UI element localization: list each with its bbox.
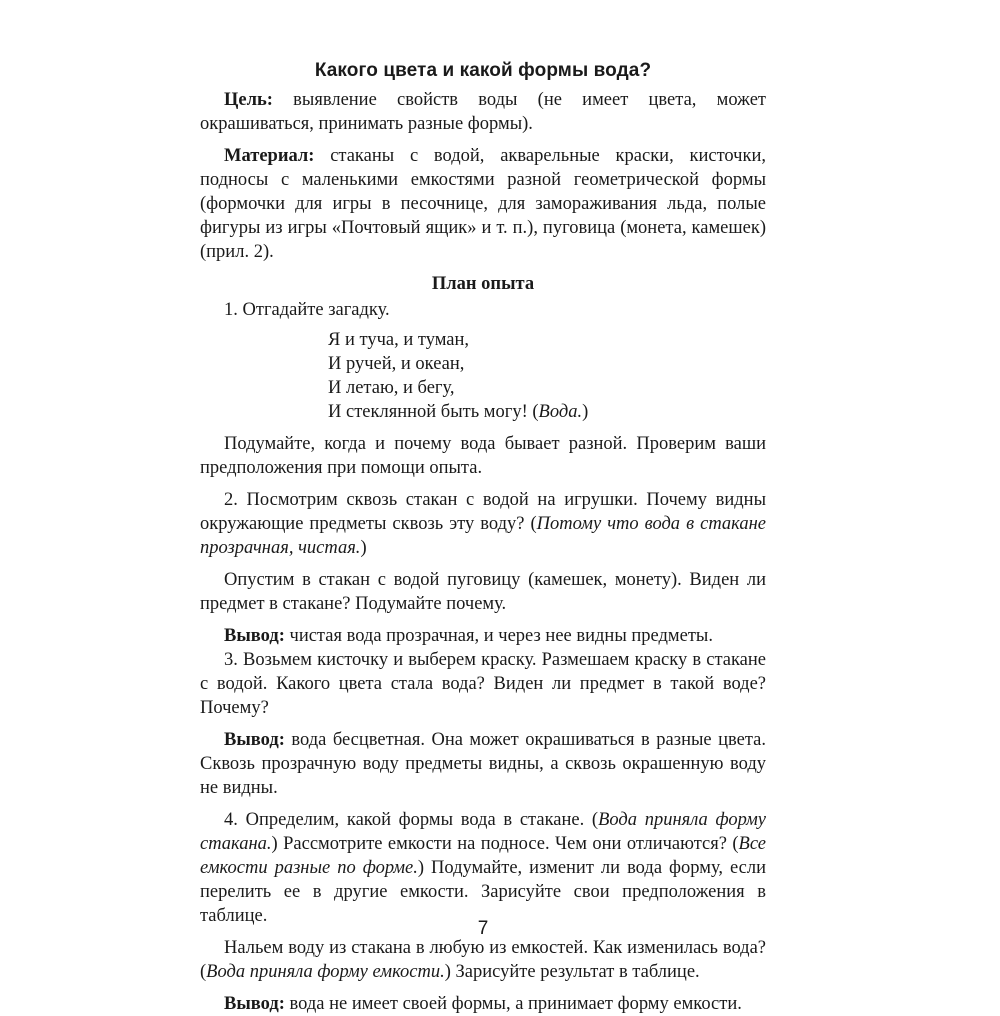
conclusion1-text: чистая вода прозрачная, и через нее видны предметы. — [284, 626, 713, 646]
step2-close: ) — [360, 538, 367, 558]
pour-answer: Вода приняла форму емкости. — [206, 962, 445, 982]
material-text: стаканы с водой, акварельные краски, кисточки, подносы с маленькими емкостями разной геометрической формы (формочки для игры в песочнице, для замораживания льда, полые фигуры из игры «Почтовый ящик» и т. п.), пуговица (монета, камешек) (прил. 2). — [200, 146, 766, 262]
page-number: 7 — [477, 918, 489, 939]
pour-text-1: Нальем воду из стакана в любую из емкостей. Как изменилась вода? ( — [200, 938, 766, 982]
poem-line: И летаю, и бегу, — [328, 378, 455, 398]
step4-text-3: ) Подумайте, изменит ли вода форму, если перелить ее в другие емкости. Зарисуйте свои предположения в таблице. — [200, 858, 767, 926]
poem-line — [328, 400, 766, 424]
step4-answer-1: Вода приняла форму стакана. — [200, 810, 766, 854]
step4-text-2: ) Рассмотрите емкости на подносе. Чем они отличаются? ( — [271, 834, 739, 854]
conclusion1-label: Вывод: — [224, 626, 285, 646]
step4-text-1: 4. Определим, какой формы вода в стакане. ( — [224, 810, 599, 830]
page-title: Какого цвета и какой формы вода? — [314, 60, 652, 81]
poem-line-close: ) — [582, 402, 589, 422]
poem-line: Я и туча, и туман, — [328, 330, 470, 350]
step4-paragraph — [200, 808, 766, 928]
goal-paragraph — [200, 88, 766, 136]
material-paragraph — [200, 144, 766, 264]
riddle-poem — [200, 328, 766, 424]
pour-paragraph — [200, 936, 766, 984]
conclusion2-text: вода бесцветная. Она может окрашиваться в разные цвета. Сквозь прозрачную воду предметы видны, а сквозь окрашенную воду не видны. — [200, 730, 766, 798]
poem-line-text: И стеклянной быть могу! ( — [328, 402, 539, 422]
pour-text-2: ) Зарисуйте результат в таблице. — [444, 962, 700, 982]
conclusion1-paragraph — [200, 624, 766, 648]
step3-paragraph: 3. Возьмем кисточку и выберем краску. Размешаем краску в стакане с водой. Какого цвета стала вода? Виден ли предмет в такой воде? Почему? — [200, 650, 766, 718]
step2-answer: Потому что вода в стакане прозрачная, чистая. — [200, 514, 766, 558]
goal-label: Цель: — [224, 90, 273, 110]
conclusion2-paragraph — [200, 728, 766, 800]
page-content — [200, 60, 766, 1016]
button-paragraph: Опустим в стакан с водой пуговицу (камешек, монету). Виден ли предмет в стакане? Подумайте почему. — [200, 570, 766, 614]
conclusion3-label: Вывод: — [224, 994, 285, 1014]
plan-heading: План опыта — [431, 274, 535, 294]
step2-paragraph — [200, 488, 766, 560]
conclusion3-paragraph — [200, 992, 766, 1016]
step2-text: 2. Посмотрим сквозь стакан с водой на игрушки. Почему видны окружающие предметы сквозь эту воду? ( — [200, 490, 766, 534]
conclusion2-label: Вывод: — [224, 730, 285, 750]
step1-paragraph: 1. Отгадайте загадку. — [224, 300, 390, 320]
think-paragraph: Подумайте, когда и почему вода бывает разной. Проверим ваши предположения при помощи опыта. — [200, 434, 766, 478]
material-label: Материал: — [224, 146, 315, 166]
riddle-answer: Вода. — [538, 402, 583, 422]
goal-text: выявление свойств воды (не имеет цвета, может окрашиваться, принимать разные формы). — [200, 90, 766, 134]
conclusion3-text: вода не имеет своей формы, а принимает форму емкости. — [284, 994, 742, 1014]
poem-line: И ручей, и океан, — [328, 354, 465, 374]
step4-answer-2: Все емкости разные по форме. — [200, 834, 766, 878]
